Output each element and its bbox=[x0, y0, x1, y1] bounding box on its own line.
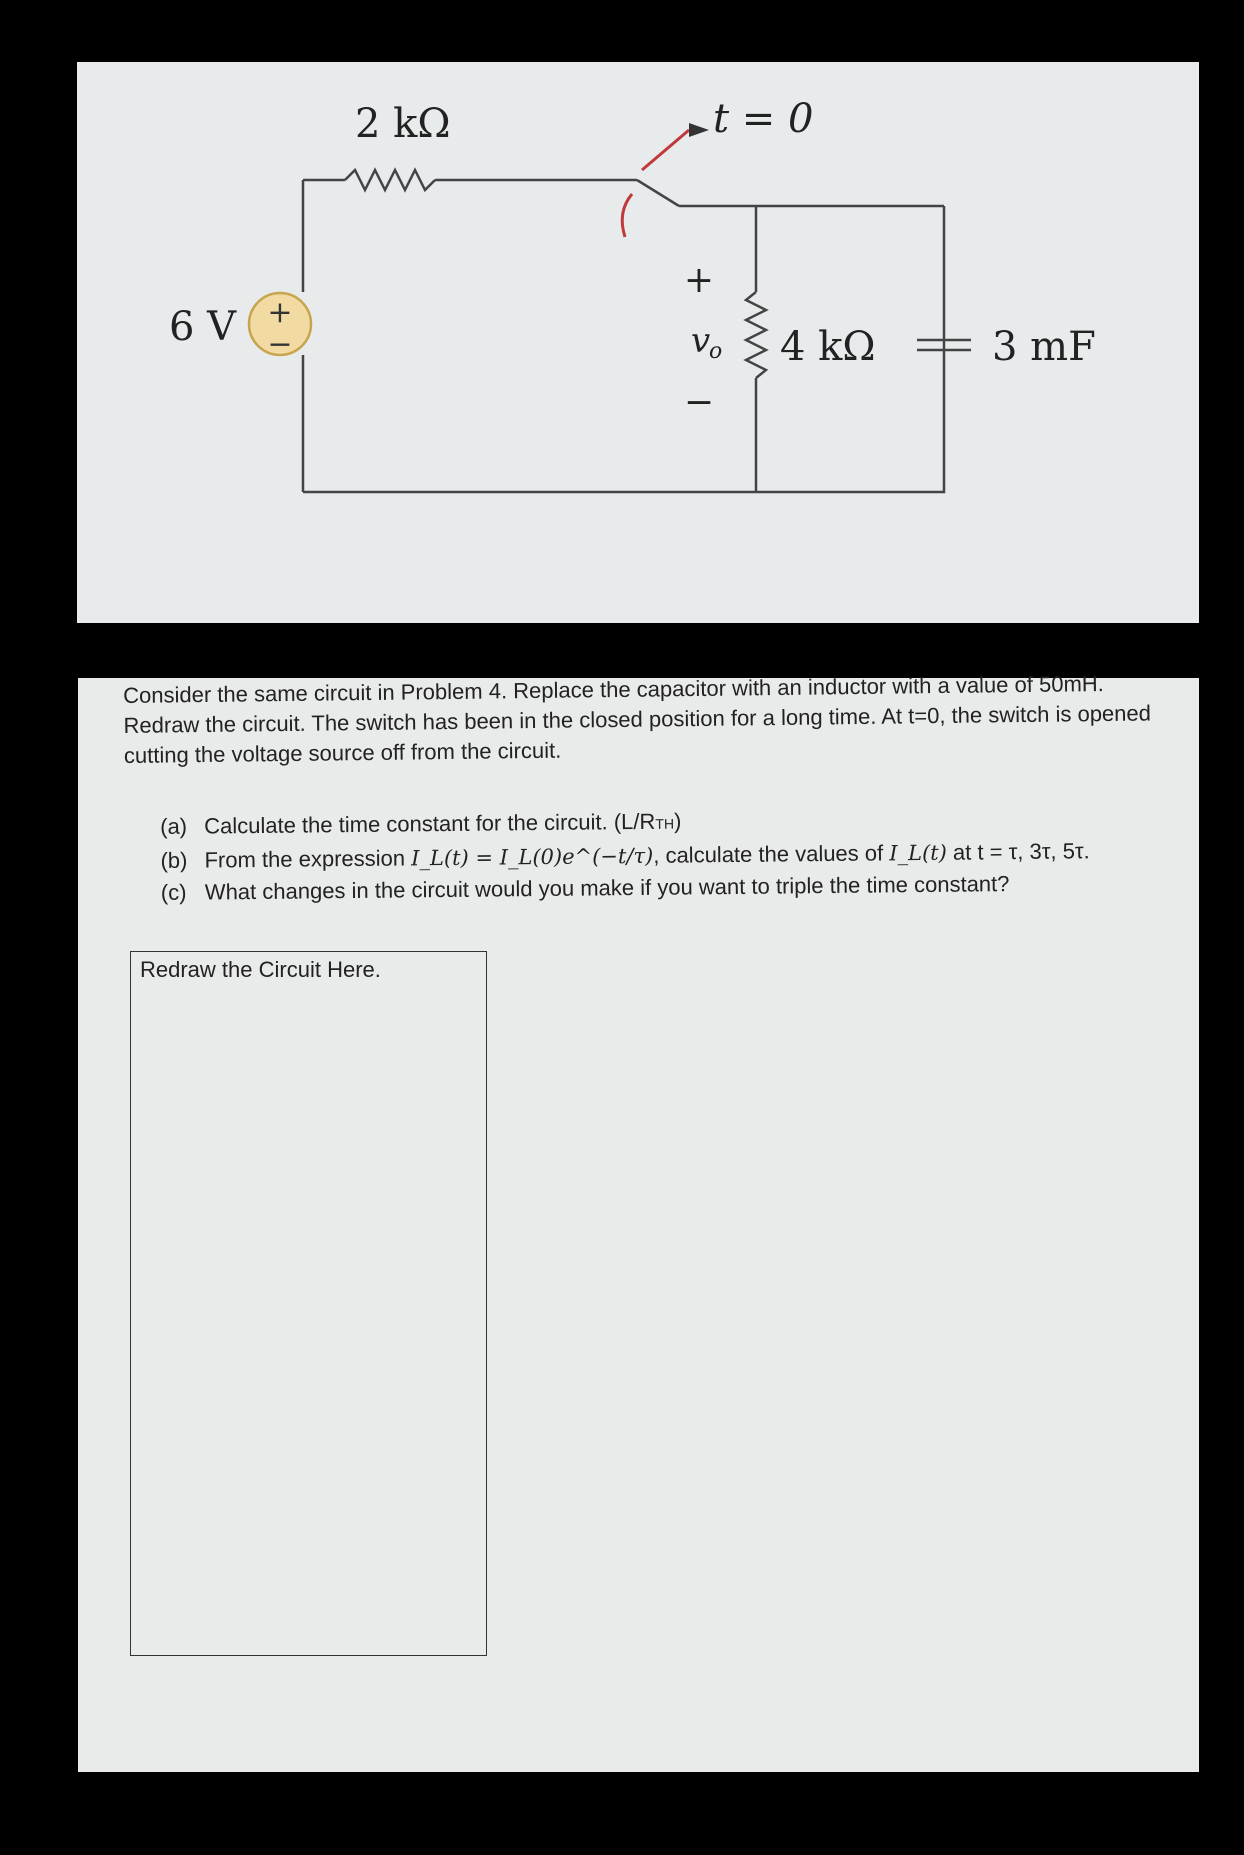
part-text: From the expression I_L(t) = I_L(0)e^(−t/τ), calculate the values of I_L(t) at t = τ, 3τ, 5τ. bbox=[204, 838, 1090, 873]
circuit-photo bbox=[77, 62, 1199, 623]
vo-sub: o bbox=[709, 339, 723, 364]
resistor2-label: 4 kΩ bbox=[780, 324, 876, 370]
problem-sheet bbox=[78, 671, 1199, 1772]
redraw-caption: Redraw the Circuit Here. bbox=[140, 957, 381, 982]
source-plus: + bbox=[267, 295, 293, 330]
circuit-diagram bbox=[77, 62, 1199, 623]
source-label: 6 V bbox=[169, 304, 237, 350]
problem-parts bbox=[160, 800, 1171, 908]
switch-blade bbox=[637, 180, 679, 206]
part-text: Calculate the time constant for the circuit. (L/RTH) bbox=[204, 808, 682, 839]
part-label: (c) bbox=[160, 879, 187, 905]
switch-arc-icon bbox=[622, 194, 632, 237]
resistor-4k-zigzag bbox=[746, 292, 766, 378]
part-text: What changes in the circuit would you make if you want to triple the time constant? bbox=[204, 871, 1010, 905]
expression: I_L(t) = I_L(0)e^(−t/τ) bbox=[411, 843, 654, 871]
switch-label: t = 0 bbox=[713, 96, 814, 142]
capacitor-label: 3 mF bbox=[992, 324, 1096, 370]
redraw-circuit-box bbox=[130, 951, 487, 1656]
resistor1-label: 2 kΩ bbox=[355, 101, 451, 147]
part-label: (a) bbox=[160, 813, 188, 839]
part-label: (b) bbox=[160, 847, 188, 873]
problem-statement: Consider the same circuit in Problem 4. Replace the capacitor with an inductor with a value of 50mH. Redraw the circuit. The switch has been in the closed position for a long time. At t=0, the switch is opened cutting the voltage source off from the circuit. bbox=[123, 671, 1152, 768]
vo-label: v bbox=[691, 321, 711, 361]
source-minus: − bbox=[267, 327, 293, 362]
vo-minus: − bbox=[683, 382, 715, 423]
switch-arrow-icon bbox=[689, 123, 709, 137]
vo-plus: + bbox=[683, 260, 715, 301]
resistor-2k-zigzag bbox=[345, 170, 435, 190]
